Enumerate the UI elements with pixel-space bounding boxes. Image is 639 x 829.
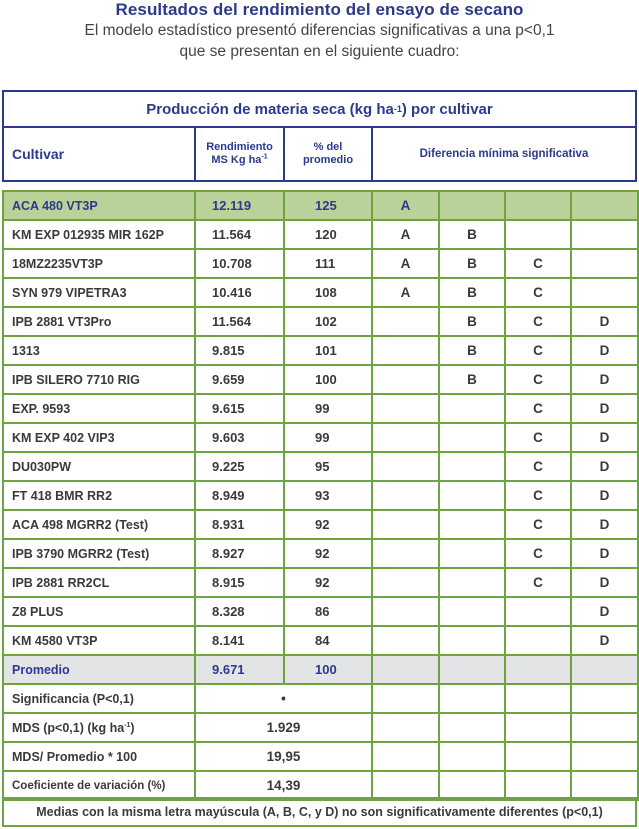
- rendimiento-value: 8.328: [195, 597, 284, 626]
- mds-label-post: ): [130, 720, 135, 735]
- column-header-pct-promedio: [285, 128, 373, 180]
- rendimiento-value: 9.659: [195, 365, 284, 394]
- group-letter-b: B: [439, 336, 505, 365]
- table-caption-pre: Producción de materia seca (kg ha: [146, 100, 394, 118]
- group-letter-c: C: [505, 336, 571, 365]
- group-letter-b: [439, 539, 505, 568]
- pct-promedio-value: 86: [284, 597, 372, 626]
- significancia-empty-a: [372, 684, 439, 713]
- mds-label: [3, 713, 195, 742]
- cultivar-row: [3, 423, 638, 452]
- cultivar-name: SYN 979 VIPETRA3: [3, 278, 195, 307]
- cultivar-row: [3, 191, 638, 220]
- cultivar-row: [3, 597, 638, 626]
- table-caption: Producción de materia seca (kg ha -1 ) por cultivar: [4, 92, 635, 128]
- promedio-rendimiento: 9.671: [195, 655, 284, 684]
- group-letter-a: [372, 307, 439, 336]
- cultivar-row: [3, 220, 638, 249]
- column-header-rendimiento-line1: Rendimiento: [206, 141, 273, 153]
- cv-empty-a: [372, 771, 439, 800]
- cv-row: [3, 771, 638, 800]
- rendimiento-value: 12.119: [195, 191, 284, 220]
- significancia-empty-d: [571, 684, 638, 713]
- pct-promedio-value: 100: [284, 365, 372, 394]
- cultivar-name: KM 4580 VT3P: [3, 626, 195, 655]
- cultivar-row: [3, 307, 638, 336]
- rendimiento-value: 10.708: [195, 249, 284, 278]
- rendimiento-value: 9.815: [195, 336, 284, 365]
- results-table-body: [3, 191, 638, 655]
- significancia-value: •: [195, 684, 372, 713]
- cultivar-name: Z8 PLUS: [3, 597, 195, 626]
- group-letter-d: D: [571, 481, 638, 510]
- cv-empty-c: [505, 771, 571, 800]
- pct-promedio-value: 93: [284, 481, 372, 510]
- group-letter-c: [505, 220, 571, 249]
- cultivar-name: 18MZ2235VT3P: [3, 249, 195, 278]
- mds-value: 1.929: [195, 713, 372, 742]
- column-header-row: [4, 128, 635, 180]
- mds-promedio-label: MDS/ Promedio * 100: [3, 742, 195, 771]
- rendimiento-value: 8.927: [195, 539, 284, 568]
- group-letter-c: C: [505, 307, 571, 336]
- results-table: [2, 190, 639, 801]
- group-letter-c: C: [505, 568, 571, 597]
- rendimiento-value: 9.603: [195, 423, 284, 452]
- pct-promedio-value: 84: [284, 626, 372, 655]
- group-letter-a: [372, 336, 439, 365]
- group-letter-a: [372, 597, 439, 626]
- group-letter-d: D: [571, 307, 638, 336]
- group-letter-a: [372, 423, 439, 452]
- group-letter-c: C: [505, 510, 571, 539]
- group-letter-b: [439, 510, 505, 539]
- mds-empty-c: [505, 713, 571, 742]
- cultivar-name: IPB 2881 RR2CL: [3, 568, 195, 597]
- column-header-rendimiento: [196, 128, 285, 180]
- rendimiento-value: 10.416: [195, 278, 284, 307]
- group-letter-d: D: [571, 539, 638, 568]
- group-letter-d: [571, 249, 638, 278]
- group-letter-d: [571, 191, 638, 220]
- column-header-rendimiento-sup: -1: [261, 153, 268, 161]
- cultivar-name: FT 418 BMR RR2: [3, 481, 195, 510]
- pct-promedio-value: 99: [284, 394, 372, 423]
- group-letter-b: B: [439, 278, 505, 307]
- group-letter-d: D: [571, 626, 638, 655]
- pct-promedio-value: 99: [284, 423, 372, 452]
- rendimiento-value: 11.564: [195, 307, 284, 336]
- group-letter-b: [439, 568, 505, 597]
- group-letter-d: D: [571, 510, 638, 539]
- group-letter-c: C: [505, 452, 571, 481]
- group-letter-c: C: [505, 481, 571, 510]
- group-letter-b: [439, 597, 505, 626]
- cv-value: 14,39: [195, 771, 372, 800]
- pct-promedio-value: 102: [284, 307, 372, 336]
- group-letter-a: [372, 481, 439, 510]
- cultivar-row: [3, 481, 638, 510]
- cultivar-row: [3, 568, 638, 597]
- group-letter-b: B: [439, 365, 505, 394]
- group-letter-a: A: [372, 220, 439, 249]
- group-letter-c: [505, 191, 571, 220]
- pct-promedio-value: 111: [284, 249, 372, 278]
- pct-promedio-value: 120: [284, 220, 372, 249]
- group-letter-d: [571, 278, 638, 307]
- promedio-empty-a: [372, 655, 439, 684]
- cultivar-name: KM EXP 012935 MIR 162P: [3, 220, 195, 249]
- cultivar-row: [3, 626, 638, 655]
- group-letter-b: B: [439, 249, 505, 278]
- rendimiento-value: 9.615: [195, 394, 284, 423]
- mds-label-sup: -1: [124, 721, 131, 729]
- cultivar-name: EXP. 9593: [3, 394, 195, 423]
- cv-empty-d: [571, 771, 638, 800]
- report-subtitle-line2: que se presentan en el siguiente cuadro:: [179, 43, 460, 60]
- group-letter-b: [439, 481, 505, 510]
- cultivar-name: ACA 480 VT3P: [3, 191, 195, 220]
- group-letter-a: [372, 452, 439, 481]
- rendimiento-value: 11.564: [195, 220, 284, 249]
- group-letter-b: [439, 191, 505, 220]
- significancia-label: Significancia (P<0,1): [3, 684, 195, 713]
- mds-empty-b: [439, 713, 505, 742]
- promedio-label: Promedio: [3, 655, 195, 684]
- group-letter-d: D: [571, 365, 638, 394]
- column-header-dms: Diferencia mínima significativa: [419, 148, 589, 160]
- cv-label: Coeficiente de variación (%): [3, 771, 195, 800]
- rendimiento-value: 8.141: [195, 626, 284, 655]
- cv-empty-b: [439, 771, 505, 800]
- mds-promedio-empty-b: [439, 742, 505, 771]
- cultivar-row: [3, 249, 638, 278]
- group-letter-a: [372, 365, 439, 394]
- group-letter-d: D: [571, 597, 638, 626]
- promedio-pct: 100: [284, 655, 372, 684]
- cultivar-name: DU030PW: [3, 452, 195, 481]
- table-caption-post: ) por cultivar: [401, 100, 493, 118]
- cultivar-name: 1313: [3, 336, 195, 365]
- pct-promedio-value: 92: [284, 510, 372, 539]
- column-header-pct-line2: promedio: [302, 154, 354, 166]
- report-heading: [0, 0, 639, 62]
- column-header-cultivar: Cultivar: [4, 128, 196, 180]
- report-subtitle-line1: El modelo estadístico presentó diferencias significativas a una p<0,1: [84, 22, 555, 39]
- group-letter-a: A: [372, 249, 439, 278]
- mds-promedio-empty-c: [505, 742, 571, 771]
- cultivar-row: [3, 539, 638, 568]
- cultivar-row: [3, 510, 638, 539]
- pct-promedio-value: 92: [284, 539, 372, 568]
- mds-label-pre: MDS (p<0,1) (kg ha: [12, 720, 125, 735]
- results-summary: [3, 655, 638, 800]
- column-header-rendimiento-line2: MS Kg ha: [211, 154, 262, 166]
- group-letter-c: C: [505, 249, 571, 278]
- group-letter-c: [505, 597, 571, 626]
- group-letter-a: [372, 539, 439, 568]
- group-letter-d: D: [571, 568, 638, 597]
- significancia-empty-c: [505, 684, 571, 713]
- cultivar-row: [3, 336, 638, 365]
- rendimiento-value: 8.949: [195, 481, 284, 510]
- table-header-frame: [2, 90, 637, 182]
- mds-promedio-empty-a: [372, 742, 439, 771]
- promedio-row: [3, 655, 638, 684]
- group-letter-d: [571, 220, 638, 249]
- group-letter-c: C: [505, 394, 571, 423]
- significancia-empty-b: [439, 684, 505, 713]
- column-header-pct-line1: % del: [313, 141, 343, 153]
- group-letter-d: D: [571, 423, 638, 452]
- pct-promedio-value: 125: [284, 191, 372, 220]
- significancia-row: [3, 684, 638, 713]
- group-letter-b: [439, 452, 505, 481]
- group-letter-b: B: [439, 307, 505, 336]
- cultivar-name: IPB SILERO 7710 RIG: [3, 365, 195, 394]
- cultivar-row: [3, 394, 638, 423]
- group-letter-c: [505, 626, 571, 655]
- group-letter-d: D: [571, 452, 638, 481]
- cultivar-name: ACA 498 MGRR2 (Test): [3, 510, 195, 539]
- cultivar-name: IPB 2881 VT3Pro: [3, 307, 195, 336]
- mds-row: [3, 713, 638, 742]
- group-letter-a: A: [372, 278, 439, 307]
- mds-promedio-value: 19,95: [195, 742, 372, 771]
- cultivar-row: [3, 365, 638, 394]
- promedio-empty-c: [505, 655, 571, 684]
- promedio-empty-d: [571, 655, 638, 684]
- mds-promedio-row: [3, 742, 638, 771]
- rendimiento-value: 9.225: [195, 452, 284, 481]
- group-letter-c: C: [505, 539, 571, 568]
- cultivar-name: KM EXP 402 VIP3: [3, 423, 195, 452]
- footnote: Medias con la misma letra mayúscula (A, B, C, y D) no son significativamente diferentes (p<0,1): [2, 797, 637, 827]
- group-letter-a: A: [372, 191, 439, 220]
- rendimiento-value: 8.931: [195, 510, 284, 539]
- cultivar-row: [3, 278, 638, 307]
- promedio-empty-b: [439, 655, 505, 684]
- mds-empty-a: [372, 713, 439, 742]
- group-letter-a: [372, 394, 439, 423]
- cultivar-row: [3, 452, 638, 481]
- cultivar-name: IPB 3790 MGRR2 (Test): [3, 539, 195, 568]
- group-letter-a: [372, 510, 439, 539]
- rendimiento-value: 8.915: [195, 568, 284, 597]
- group-letter-a: [372, 568, 439, 597]
- pct-promedio-value: 101: [284, 336, 372, 365]
- group-letter-b: [439, 423, 505, 452]
- pct-promedio-value: 92: [284, 568, 372, 597]
- group-letter-b: [439, 626, 505, 655]
- mds-promedio-empty-d: [571, 742, 638, 771]
- group-letter-c: C: [505, 423, 571, 452]
- group-letter-b: B: [439, 220, 505, 249]
- group-letter-d: D: [571, 336, 638, 365]
- group-letter-b: [439, 394, 505, 423]
- report-title: Resultados del rendimiento del ensayo de secano: [115, 0, 524, 19]
- pct-promedio-value: 95: [284, 452, 372, 481]
- pct-promedio-value: 108: [284, 278, 372, 307]
- group-letter-c: C: [505, 365, 571, 394]
- group-letter-d: D: [571, 394, 638, 423]
- group-letter-c: C: [505, 278, 571, 307]
- group-letter-a: [372, 626, 439, 655]
- mds-empty-d: [571, 713, 638, 742]
